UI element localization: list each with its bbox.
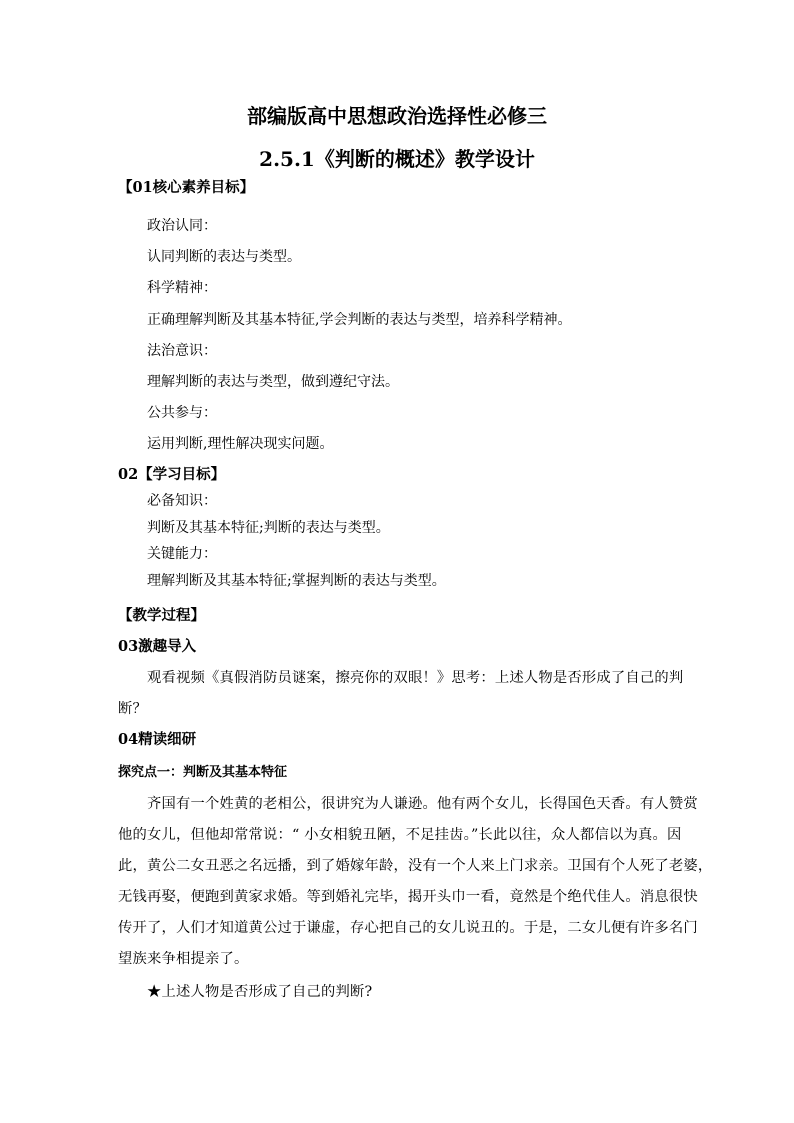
question-line: ★上述人物是否形成了自己的判断? xyxy=(147,984,373,1000)
goal-item-text: 理解判断及其基本特征;掌握判断的表达与类型。 xyxy=(147,573,446,589)
intro-paragraph-line: 观看视频《真假消防员谜案，擦亮你的双眼！》思考：上述人物是否形成了自己的判 xyxy=(147,670,684,686)
intro-paragraph-line: 断？ xyxy=(118,701,147,717)
section-learning-goals-heading: 02【学习目标】 xyxy=(118,466,226,483)
section-teaching-process-heading: 【教学过程】 xyxy=(118,607,205,624)
section-core-literacy-heading: 【01核心素养目标】 xyxy=(118,179,255,196)
core-item-text: 运用判断,理性解决现实问题。 xyxy=(147,436,334,452)
document-title-line2: 2.5.1《判断的概述》教学设计 xyxy=(259,147,535,171)
core-item-label: 科学精神： xyxy=(147,280,217,296)
document-title-line1: 部编版高中思想政治选择性必修三 xyxy=(247,104,547,128)
story-paragraph-line: 齐国有一个姓黄的老相公，很讲究为人谦逊。他有两个女儿，长得国色天香。有人赞赏 xyxy=(147,796,698,812)
core-item-text: 理解判断的表达与类型，做到遵纪守法。 xyxy=(147,374,399,390)
story-paragraph-line: 无钱再娶，便跑到黄家求婚。等到婚礼完毕，揭开头巾一看，竟然是个绝代佳人。消息很快 xyxy=(118,889,698,905)
story-paragraph-line: 此，黄公二女丑恶之名远播，到了婚嫁年龄，没有一个人来上门求亲。卫国有个人死了老婆， xyxy=(118,858,713,874)
core-item-label: 公共参与： xyxy=(147,405,217,421)
core-item-label: 政治认同： xyxy=(147,218,217,234)
core-item-label: 法治意识： xyxy=(147,343,217,359)
core-item-text: 认同判断的表达与类型。 xyxy=(147,249,301,265)
story-paragraph-line: 望族来争相提亲了。 xyxy=(118,951,249,967)
explore-point-title: 探究点一：判断及其基本特征 xyxy=(118,765,288,780)
goal-item-label: 关键能力： xyxy=(147,546,217,562)
goal-item-label: 必备知识： xyxy=(147,493,217,509)
goal-item-text: 判断及其基本特征;判断的表达与类型。 xyxy=(147,520,390,536)
section-intro-heading: 03激趣导入 xyxy=(118,638,197,655)
story-paragraph-line: 他的女儿，但他却常常说：“ 小女相貌丑陋，不足挂齿。”长此以往，众人都信以为真。因 xyxy=(118,827,682,843)
core-item-text: 正确理解判断及其基本特征,学会判断的表达与类型，培养科学精神。 xyxy=(147,312,572,328)
story-paragraph-line: 传开了，人们才知道黄公过于谦虚，存心把自己的女儿说丑的。于是，二女儿便有许多名门 xyxy=(118,920,698,936)
section-close-reading-heading: 04精读细研 xyxy=(118,731,197,748)
